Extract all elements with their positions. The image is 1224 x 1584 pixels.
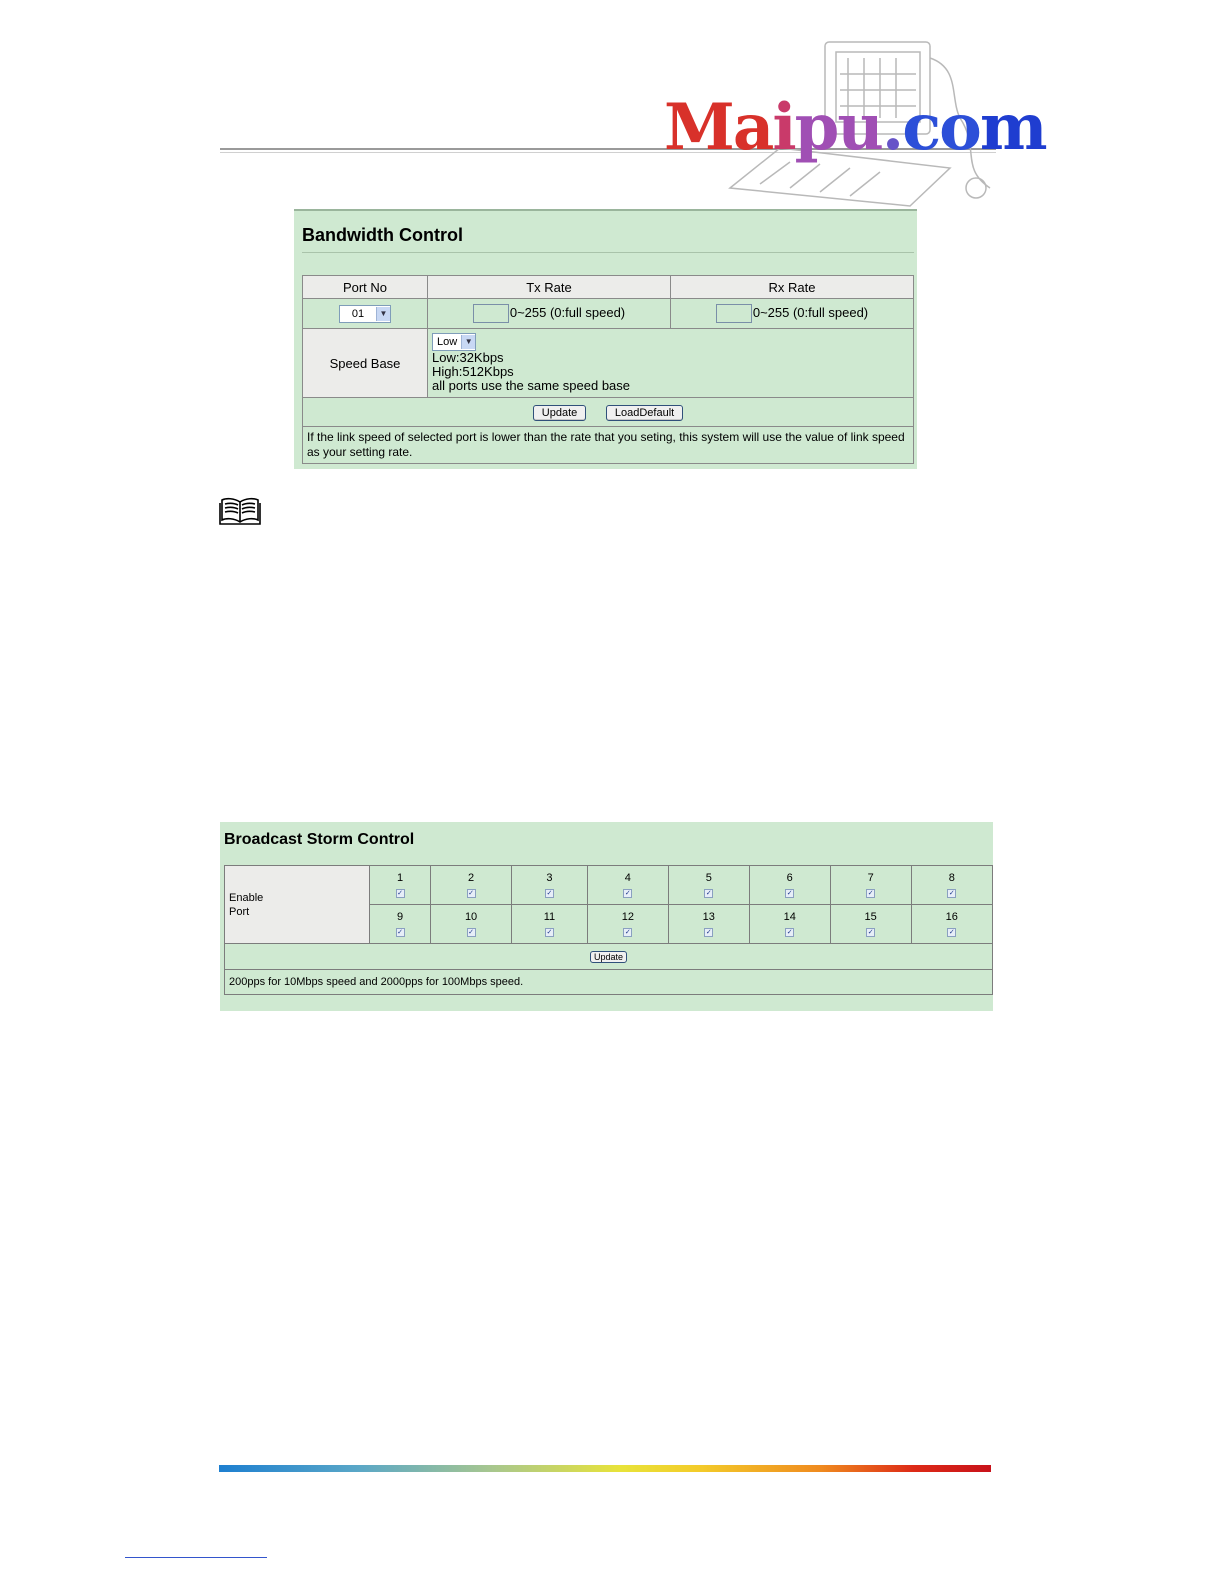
port-cell: 11 ✓ xyxy=(512,905,588,944)
port-checkbox[interactable]: ✓ xyxy=(867,929,874,936)
broadcast-update-button[interactable]: Update xyxy=(590,951,627,963)
rx-range-text: 0~255 (0:full speed) xyxy=(752,304,869,320)
port-checkbox[interactable]: ✓ xyxy=(468,890,474,897)
port-cell: 1 ✓ xyxy=(370,866,431,905)
port-cell: 5 ✓ xyxy=(668,866,749,905)
port-select[interactable]: 01 ▼ xyxy=(339,305,391,323)
header-port-no: Port No xyxy=(303,276,428,299)
footer-link-underline xyxy=(125,1557,267,1558)
port-cell: 14 ✓ xyxy=(749,905,830,944)
port-cell: 9 ✓ xyxy=(370,905,431,944)
bandwidth-table xyxy=(302,275,914,464)
broadcast-note: 200pps for 10Mbps speed and 2000pps for 100Mbps speed. xyxy=(225,970,993,995)
header-tx-rate: Tx Rate xyxy=(428,276,671,299)
port-checkbox[interactable]: ✓ xyxy=(546,890,553,897)
port-checkbox[interactable]: ✓ xyxy=(705,929,712,936)
port-checkbox[interactable]: ✓ xyxy=(786,929,793,936)
port-cell: 2 ✓ xyxy=(431,866,512,905)
bandwidth-control-panel xyxy=(294,209,917,469)
port-cell: 7 ✓ xyxy=(830,866,911,905)
logo-wordmark: Maipu.com xyxy=(664,90,1046,165)
port-checkbox[interactable]: ✓ xyxy=(624,929,631,936)
port-checkbox[interactable]: ✓ xyxy=(948,890,955,897)
book-icon xyxy=(219,496,261,526)
broadcast-table xyxy=(224,865,993,995)
speed-base-cell xyxy=(428,329,914,398)
speed-base-label: Speed Base xyxy=(303,329,428,398)
port-checkbox[interactable]: ✓ xyxy=(705,890,712,897)
speed-note-text: all ports use the same speed base xyxy=(432,378,631,393)
tx-rate-cell xyxy=(428,299,671,329)
load-default-button[interactable]: LoadDefault xyxy=(606,405,683,421)
tx-rate-input[interactable] xyxy=(473,304,509,323)
speed-high-text: High:512Kbps xyxy=(432,364,514,379)
update-button[interactable]: Update xyxy=(533,405,586,421)
port-cell: 10 ✓ xyxy=(431,905,512,944)
rx-rate-cell xyxy=(671,299,914,329)
button-row xyxy=(303,398,914,427)
rx-rate-input[interactable] xyxy=(716,304,752,323)
chevron-down-icon: ▼ xyxy=(376,307,390,321)
bandwidth-note: If the link speed of selected port is lower than the rate that you seting, this system will use the value of link speed as your setting rate. xyxy=(303,427,914,464)
port-cell: 6 ✓ xyxy=(749,866,830,905)
port-checkbox[interactable]: ✓ xyxy=(948,929,955,936)
port-cell: 8 ✓ xyxy=(911,866,992,905)
port-checkbox[interactable]: ✓ xyxy=(397,890,403,897)
port-checkbox[interactable]: ✓ xyxy=(786,890,793,897)
port-checkbox[interactable]: ✓ xyxy=(397,929,403,936)
port-select-cell xyxy=(303,299,428,329)
port-cell: 3 ✓ xyxy=(512,866,588,905)
broadcast-storm-panel xyxy=(220,822,993,1011)
bandwidth-title: Bandwidth Control xyxy=(302,225,463,245)
port-cell: 13 ✓ xyxy=(668,905,749,944)
port-cell: 15 ✓ xyxy=(830,905,911,944)
chevron-down-icon: ▼ xyxy=(461,335,475,349)
port-cell: 16 ✓ xyxy=(911,905,992,944)
footer-gradient-bar xyxy=(219,1465,991,1472)
port-checkbox[interactable]: ✓ xyxy=(624,890,631,897)
port-checkbox[interactable]: ✓ xyxy=(546,929,553,936)
tx-range-text: 0~255 (0:full speed) xyxy=(509,304,626,320)
broadcast-title: Broadcast Storm Control xyxy=(224,831,415,848)
port-cell: 12 ✓ xyxy=(587,905,668,944)
port-cell: 4 ✓ xyxy=(587,866,668,905)
speed-base-select[interactable]: Low ▼ xyxy=(432,333,476,351)
speed-low-text: Low:32Kbps xyxy=(432,350,504,365)
port-checkbox[interactable]: ✓ xyxy=(867,890,874,897)
broadcast-button-row xyxy=(225,944,993,970)
maipu-logo xyxy=(660,38,1046,210)
enable-port-label: Enable Port xyxy=(225,866,370,944)
title-divider xyxy=(302,252,914,253)
port-checkbox[interactable]: ✓ xyxy=(468,929,474,936)
header-rx-rate: Rx Rate xyxy=(671,276,914,299)
